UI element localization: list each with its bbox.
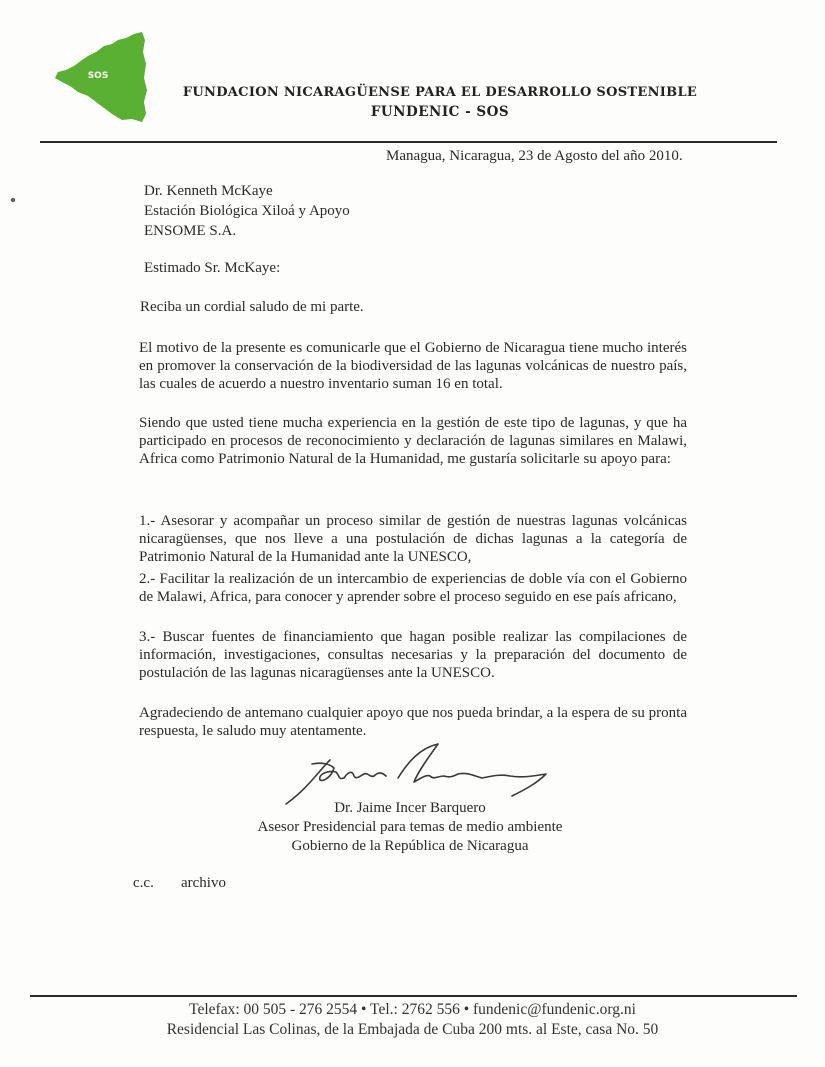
footer-contact: Telefax: 00 505 - 276 2554 • Tel.: 2762 556 • fundenic@fundenic.org.ni	[189, 1001, 636, 1018]
recipient-institution: Estación Biológica Xiloá y Apoyo	[144, 203, 350, 219]
closing-paragraph: Agradeciendo de antemano cualquier apoyo que nos pueda brindar, a la espera de su pronta respuesta, le saludo muy atentamente.	[139, 705, 687, 739]
cc-label: c.c.	[133, 875, 154, 891]
signer-organization: Gobierno de la República de Nicaragua	[291, 838, 529, 854]
body-paragraph-2: Siendo que usted tiene mucha experiencia en la gestión de este tipo de lagunas, y que ha participado en procesos de reconocimiento y declaración de lagunas similares en Malawi, Africa como Patrimonio Natural de la Humanidad, me gustaría solicitarle su apoyo para:	[139, 415, 687, 467]
header-divider	[40, 141, 777, 143]
paper-speck	[11, 198, 15, 202]
organization-name: FUNDACION NICARAGÜENSE PARA EL DESARROLLO SOSTENIBLE	[182, 85, 698, 100]
salutation: Estimado Sr. McKaye:	[144, 260, 281, 276]
signer-title: Asesor Presidencial para temas de medio ambiente	[257, 819, 563, 835]
request-item-2: 2.- Facilitar la realización de un intercambio de experiencias de doble vía con el Gobierno de Malawi, Africa, para conocer y aprender sobre el proceso seguido en ese país africano,	[139, 571, 687, 605]
letter-date: Managua, Nicaragua, 23 de Agosto del año 2010.	[386, 148, 683, 164]
logo-sos-text: SOS	[87, 71, 109, 81]
organization-acronym: FUNDENIC - SOS	[370, 104, 510, 120]
request-item-1: 1.- Asesorar y acompañar un proceso similar de gestión de nuestras lagunas volcánicas nicaragüenses, que nos lleve a una postulación de dichas lagunas a la categoría de Patrimonio Natural de la Humanidad ante la UNESCO,	[139, 513, 687, 565]
greeting-line: Reciba un cordial saludo de mi parte.	[140, 299, 364, 315]
request-item-3: 3.- Buscar fuentes de financiamiento que hagan posible realizar las compilaciones de información, investigaciones, consultas necesarias y la preparación del documento de postulación de las lagunas nicaragüenses ante la UNESCO.	[139, 629, 687, 681]
footer-address: Residencial Las Colinas, de la Embajada de Cuba 200 mts. al Este, casa No. 50	[166, 1021, 659, 1038]
signer-name: Dr. Jaime Incer Barquero	[334, 800, 486, 816]
recipient-name: Dr. Kenneth McKaye	[144, 183, 273, 199]
recipient-company: ENSOME S.A.	[144, 223, 237, 239]
footer-divider	[30, 995, 797, 997]
cc-value: archivo	[181, 875, 226, 891]
body-paragraph-1: El motivo de la presente es comunicarle que el Gobierno de Nicaragua tiene mucho interés en promover la conservación de la biodiversidad de las lagunas volcánicas de nuestro país, las cuales de acuerdo a nuestro inventario suman 16 en total.	[139, 340, 687, 392]
fundenic-map-logo	[52, 30, 148, 124]
